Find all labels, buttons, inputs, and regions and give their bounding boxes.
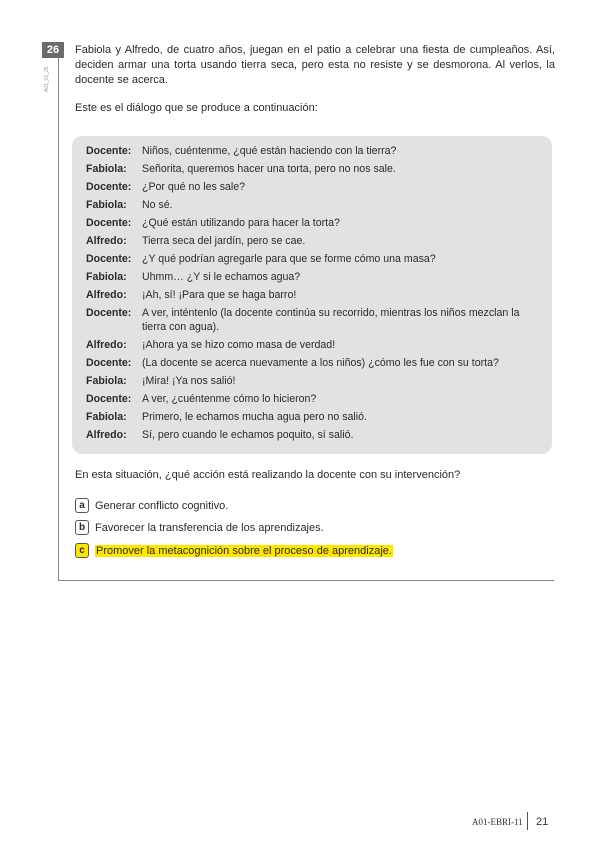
dialog-line: [86, 288, 546, 302]
dialog-line: [86, 428, 546, 442]
speaker: Fabiola:: [86, 411, 127, 423]
option-a[interactable]: [75, 498, 228, 513]
question-prompt: En esta situación, ¿qué acción está realizando la docente con su intervención?: [75, 469, 461, 481]
utterance: A ver, inténtenlo (la docente continúa su recorrido, mientras los niños mezclan la tierra con agua).: [142, 307, 520, 333]
utterance: Uhmm… ¿Y si le echamos agua?: [142, 271, 301, 283]
utterance: ¿Y qué podrían agregarle para que se forme cómo una masa?: [142, 253, 436, 265]
utterance: No sé.: [142, 199, 173, 211]
footer-divider: [527, 812, 528, 830]
dialog-line: [86, 338, 546, 352]
dialog-line: [86, 198, 546, 212]
dialog-line: [86, 410, 546, 424]
dialog-line: [86, 252, 546, 266]
dialog-line: [86, 234, 546, 248]
option-letter: c: [75, 543, 89, 558]
utterance: ¡Ahora ya se hizo como masa de verdad!: [142, 339, 336, 351]
option-letter: a: [75, 498, 89, 513]
speaker: Alfredo:: [86, 235, 127, 247]
utterance: ¡Mira! ¡Ya nos salió!: [142, 375, 236, 387]
dialog-line: [86, 356, 546, 370]
dialog-lead: Este es el diálogo que se produce a continuación:: [75, 102, 318, 114]
utterance: (La docente se acerca nuevamente a los niños) ¿cómo les fue con su torta?: [142, 357, 499, 369]
option-c[interactable]: [75, 543, 393, 558]
option-letter: b: [75, 520, 89, 535]
option-text: Promover la metacognición sobre el proceso de aprendizaje.: [96, 544, 392, 557]
speaker: Alfredo:: [86, 289, 127, 301]
question-intro: Fabiola y Alfredo, de cuatro años, juegan en el patio a celebrar una fiesta de cumpleaños. Así, deciden armar una torta usando tierra seca, pero esta no resiste y se desmorona. Al verlos, la docente se acerca.: [75, 44, 555, 86]
option-b[interactable]: [75, 520, 324, 535]
option-text: Generar conflicto cognitivo.: [95, 499, 229, 512]
dialog-line: [86, 392, 546, 406]
dialog-line: [86, 144, 546, 158]
dialog-line: [86, 216, 546, 230]
dialog-line: [86, 270, 546, 284]
utterance: Primero, le echamos mucha agua pero no salió.: [142, 411, 367, 423]
speaker: Fabiola:: [86, 163, 127, 175]
speaker: Fabiola:: [86, 199, 127, 211]
dialog-line: [86, 374, 546, 388]
speaker: Alfredo:: [86, 429, 127, 441]
utterance: Sí, pero cuando le echamos poquito, sí salió.: [142, 429, 354, 441]
dialog-line: [86, 162, 546, 176]
speaker: Fabiola:: [86, 375, 127, 387]
speaker: Alfredo:: [86, 339, 127, 351]
utterance: Señorita, queremos hacer una torta, pero no nos sale.: [142, 163, 396, 175]
utterance: ¿Por qué no les sale?: [142, 181, 246, 193]
option-text: Favorecer la transferencia de los aprendizajes.: [95, 521, 324, 534]
question-code: A01_01_26: [44, 66, 50, 92]
document-code: A01-EBRI-11: [472, 817, 523, 827]
speaker: Docente:: [86, 217, 132, 229]
speaker: Docente:: [86, 307, 132, 319]
page-number: 21: [536, 816, 549, 828]
speaker: Docente:: [86, 181, 132, 193]
speaker: Docente:: [86, 145, 132, 157]
utterance: ¡Ah, sí! ¡Para que se haga barro!: [142, 289, 297, 301]
utterance: A ver, ¿cuéntenme cómo lo hicieron?: [142, 393, 317, 405]
utterance: Tierra seca del jardín, pero se cae.: [142, 235, 306, 247]
utterance: ¿Qué están utilizando para hacer la torta?: [142, 217, 340, 229]
speaker: Docente:: [86, 393, 132, 405]
utterance: Niños, cuéntenme, ¿qué están haciendo con la tierra?: [142, 145, 397, 157]
dialog-line: [86, 180, 546, 194]
dialog-box: [72, 136, 552, 454]
speaker: Docente:: [86, 357, 132, 369]
speaker: Fabiola:: [86, 271, 127, 283]
dialog-line: [86, 306, 546, 334]
question-number: 26: [42, 42, 64, 58]
speaker: Docente:: [86, 253, 132, 265]
